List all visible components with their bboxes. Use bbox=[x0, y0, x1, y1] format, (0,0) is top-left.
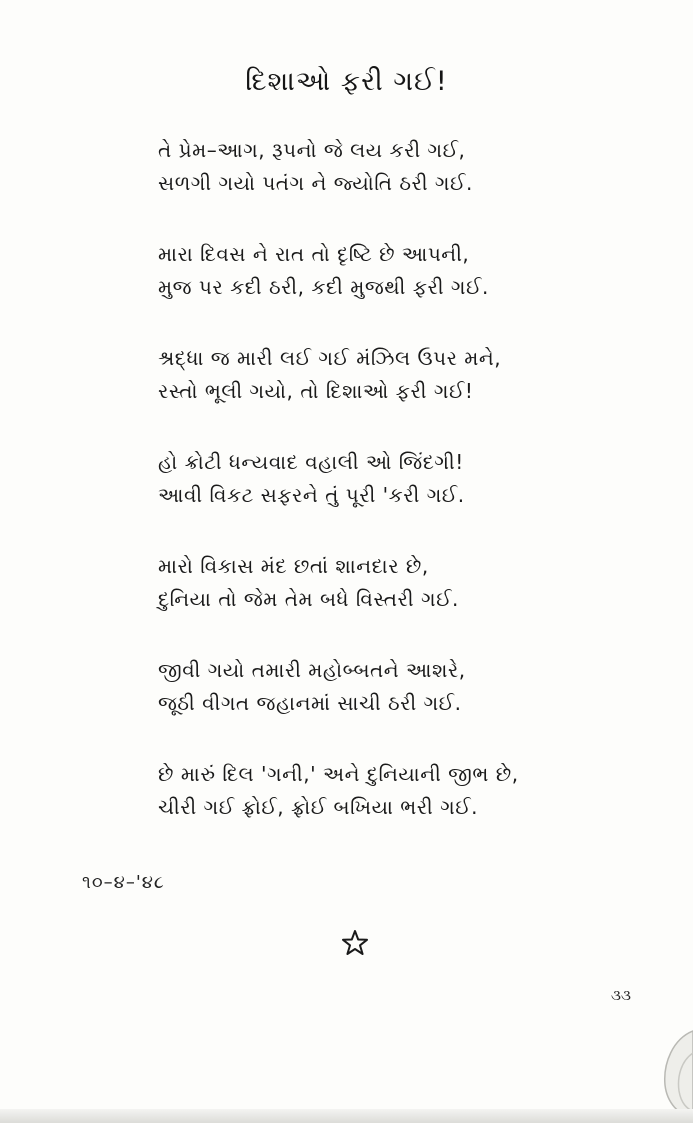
poem-line: જૂઠી વીગત જહાનમાં સાચી ઠરી ગઈ. bbox=[158, 691, 462, 715]
poem-date: ૧૦–૪–'૪૮ bbox=[82, 872, 165, 893]
poem-title: દિશાઓ ફરી ગઈ! bbox=[245, 66, 448, 97]
poem-line: દુનિયા તો જેમ તેમ બધે વિસ્તરી ગઈ. bbox=[158, 587, 459, 611]
poem-line: રસ્તો ભૂલી ગયો, તો દિશાઓ ફરી ગઈ! bbox=[158, 379, 474, 403]
stanza-3 bbox=[158, 342, 558, 408]
poem-line: શ્રદ્ધા જ મારી લઈ ગઈ મંઝિલ ઉપર મને, bbox=[158, 346, 502, 370]
stanza-1 bbox=[158, 134, 558, 200]
poem-line: મારા દિવસ ને રાત તો દૃષ્ટિ છે આપની, bbox=[158, 242, 470, 266]
page-curl-decoration bbox=[645, 1023, 693, 1123]
poem-line: જીવી ગયો તમારી મહોબ્બતને આશરે, bbox=[158, 658, 466, 682]
stanza-4 bbox=[158, 446, 558, 512]
stanza-2 bbox=[158, 238, 558, 304]
poem-line: મારો વિકાસ મંદ છતાં શાનદાર છે, bbox=[158, 554, 429, 578]
poem-line: ચીરી ગઈ ફ્રોઈ, ફ્રોઈ બખિયા ભરી ગઈ. bbox=[158, 795, 479, 819]
stanza-6 bbox=[158, 654, 558, 720]
stanza-7 bbox=[158, 758, 558, 824]
poem-line: હો ક્રોટી ધન્યવાદ વહાલી ઓ જિંદગી! bbox=[158, 450, 464, 474]
stanza-5 bbox=[158, 550, 558, 616]
poem-body bbox=[158, 134, 558, 862]
poem-line: આવી વિકટ સફરને તું પૂરી 'કરી ગઈ. bbox=[158, 483, 465, 507]
page-bottom-edge bbox=[0, 1109, 693, 1123]
poem-line: તે પ્રેમ–આગ, રૂપનો જે લય કરી ગઈ, bbox=[158, 138, 466, 162]
poem-line: મુજ પર કદી ઠરી, કદી મુજથી ફરી ગઈ. bbox=[158, 275, 489, 299]
star-icon bbox=[340, 928, 370, 958]
page-number: ૩૩ bbox=[611, 986, 631, 1004]
poem-line: સળગી ગયો પતંગ ને જ્યોતિ ઠરી ગઈ. bbox=[158, 171, 473, 195]
poem-line: છે મારું દિલ 'ગની,' અને દુનિયાની જીભ છે, bbox=[158, 762, 519, 786]
